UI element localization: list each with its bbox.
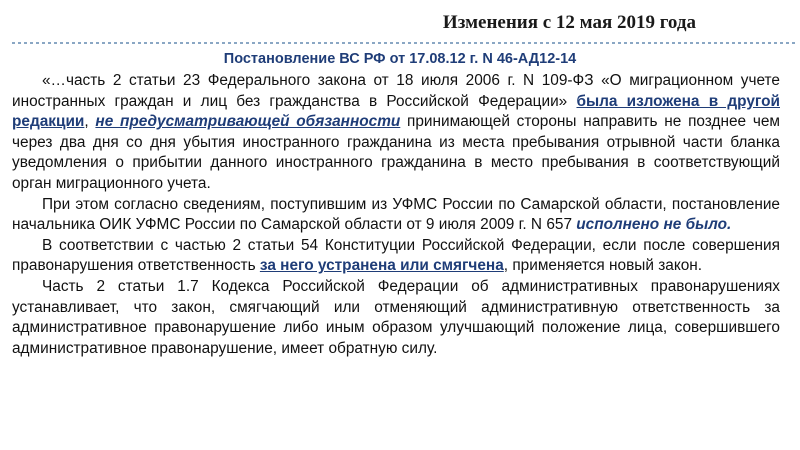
document-body <box>12 71 780 359</box>
p3-text-a: В соответствии с частью 2 статьи 54 Конституции Российской Федерации, если после совершения правонарушения ответственность <box>12 236 780 275</box>
p1-highlight-obligation: не предусматривающей обязанности <box>95 113 401 131</box>
p1-text-a: «…часть 2 статьи 23 Федерального закона от 18 июля 2006 г. N 109-ФЗ «О миграционном учете иностранных граждан и лиц без гражданства в Российской Федерации» <box>12 72 780 110</box>
paragraph-3 <box>12 236 780 277</box>
paragraph-4 <box>12 277 780 359</box>
paragraph-2 <box>12 195 780 236</box>
p2-text-a: При этом согласно сведениям, поступившим из УФМС России по Самарской области, постановление начальника ОИК УФМС России по Самарской области от 9 июля 2009 г. N 657 <box>12 195 780 234</box>
p1-highlight-edition: была изложена в другой редакции <box>12 92 780 131</box>
p4-text-a: Часть 2 статьи 1.7 Кодекса Российской Федерации об административных правонарушениях устанавливает, что закон, смягчающий или отменяющий административную ответственность за административное правонарушение либо иным образом улучшающий положение лица, совершившего административное правонарушение, имеет обратную силу. <box>12 277 780 357</box>
p1-text-e: принимающей стороны направить не позднее чем через два дня со дня убытия иностранного гражданина из места пребывания отрывной части бланка уведомления о прибытии данного иностранного гражданина в место пребывания в соответствующий орган миграционного учета. <box>12 113 781 192</box>
p2-highlight-not-executed: исполнено не было. <box>576 216 732 234</box>
p1-text-c: , <box>84 113 96 131</box>
title-divider <box>12 42 797 44</box>
p3-highlight-eliminated: за него устранена или смягчена <box>259 257 504 275</box>
p3-text-c: , применяется новый закон. <box>503 257 703 275</box>
paragraph-1 <box>12 71 780 195</box>
slide-title: Изменения с 12 мая 2019 года <box>442 12 696 33</box>
document-heading: Постановление ВС РФ от 17.08.12 г. N 46-АД12-14 <box>223 51 577 67</box>
